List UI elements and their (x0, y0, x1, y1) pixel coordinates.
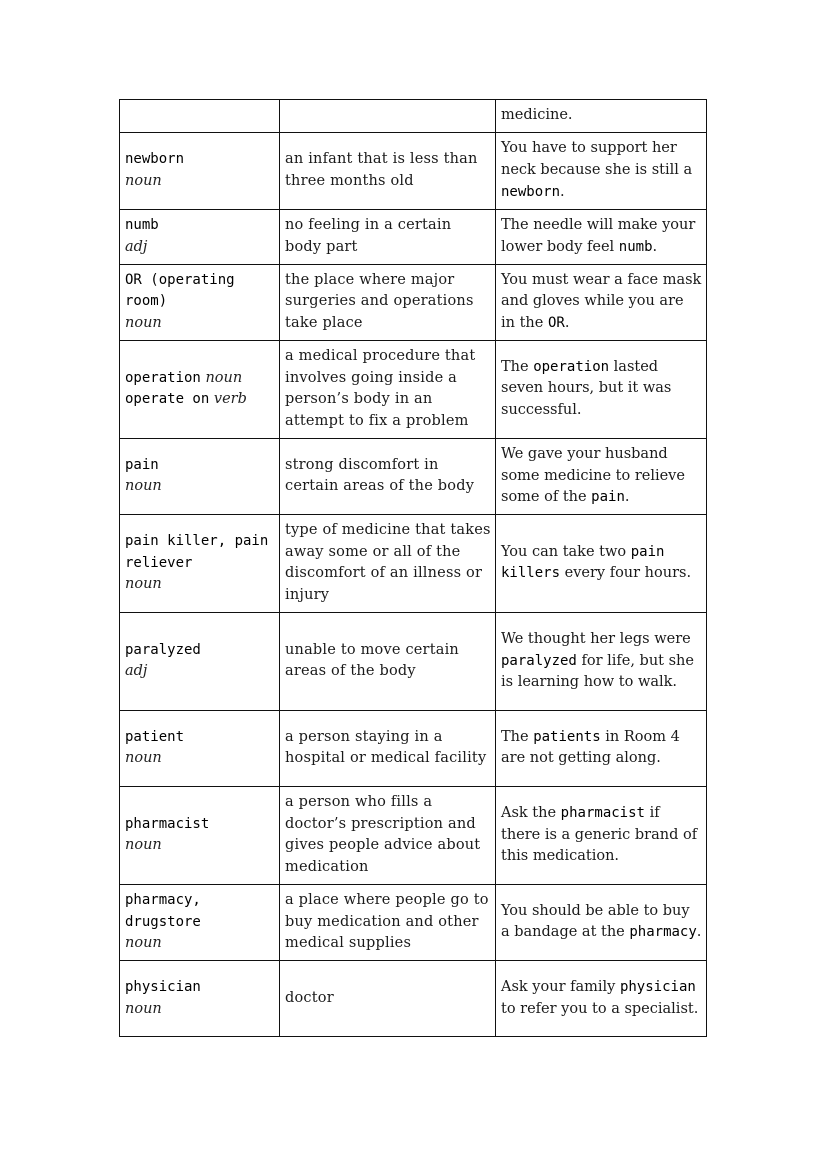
vocabulary-table (119, 99, 707, 1037)
term: physician (125, 978, 201, 995)
definition-cell: a person staying in a hospital or medical facility (280, 710, 496, 786)
example-text: The needle will make your lower body feel (501, 217, 696, 255)
term-cell (120, 209, 280, 264)
part-of-speech: adj (125, 663, 148, 680)
definition-cell: an infant that is less than three months old (280, 132, 496, 209)
definition-cell: strong discomfort in certain areas of the body (280, 438, 496, 514)
table-row (120, 884, 707, 960)
example-term: paralyzed (501, 652, 577, 669)
example-text: You have to support her neck because she is still a (501, 140, 693, 178)
example-text: . (564, 315, 570, 332)
table-row (120, 209, 707, 264)
example-text: Ask the (501, 804, 561, 821)
table-row (120, 786, 707, 884)
term-cell (120, 264, 280, 340)
example-cell (496, 438, 707, 514)
example-text: The (501, 728, 534, 745)
example-text: . (696, 924, 702, 941)
term: newborn (125, 151, 185, 167)
term-cell (120, 100, 280, 133)
term-cell (120, 786, 280, 884)
example-text: . (652, 238, 658, 255)
example-cell (496, 961, 707, 1037)
term-cell (120, 961, 280, 1037)
term: pharmacist (125, 815, 210, 832)
example-cell (496, 884, 707, 960)
table-row (120, 710, 707, 786)
example-cell (496, 514, 707, 612)
term-cell (120, 132, 280, 209)
term-cell (120, 514, 280, 612)
example-term: physician (619, 978, 696, 995)
term-cell (120, 612, 280, 710)
part-of-speech: noun (125, 750, 162, 767)
example-cell (496, 209, 707, 264)
example-text: . (624, 489, 630, 506)
term: patient (125, 728, 185, 745)
part-of-speech: noun (125, 935, 162, 952)
definition-cell: the place where major surgeries and operations take place (280, 264, 496, 340)
example-text: . (560, 183, 565, 200)
example-cell (496, 132, 707, 209)
table-row (120, 961, 707, 1037)
part-of-speech: noun (125, 576, 162, 593)
definition-cell (280, 100, 496, 133)
definition-cell: doctor (280, 961, 496, 1037)
term-cell (120, 438, 280, 514)
example-text: lasted seven hours, but it was successful. (501, 358, 672, 419)
term-line (125, 389, 275, 411)
example-term: operation (533, 358, 610, 375)
example-text: You must wear a face mask and gloves while you are in the (501, 271, 702, 332)
term-cell (120, 710, 280, 786)
definition-cell: type of medicine that takes away some or all of the discomfort of an illness or injury (280, 514, 496, 612)
example-text: You can take two (501, 543, 631, 560)
example-text: to refer you to a specialist. (501, 1000, 699, 1017)
example-cell (496, 340, 707, 438)
term-line (125, 368, 275, 390)
example-term: patients (533, 728, 601, 745)
part-of-speech: noun (125, 315, 162, 332)
example-term: pain killers (501, 543, 665, 582)
example-term: numb (618, 238, 653, 255)
table-row (120, 340, 707, 438)
example-text: You should be able to buy a bandage at the (501, 902, 690, 941)
table-row (120, 264, 707, 340)
term: paralyzed (125, 641, 201, 658)
term: pain killer, pain reliever (125, 532, 269, 571)
definition-cell: a person who fills a doctor’s prescription and gives people advice about medication (280, 786, 496, 884)
definition-cell: no feeling in a certain body part (280, 209, 496, 264)
term: pain (125, 456, 159, 473)
table-row (120, 438, 707, 514)
term: pharmacy, drugstore (125, 891, 201, 930)
example-cell (496, 264, 707, 340)
part-of-speech: noun (125, 837, 162, 854)
example-term: pharmacy (629, 924, 697, 941)
table-row (120, 514, 707, 612)
example-text: The (501, 358, 534, 375)
example-text: medicine. (501, 107, 573, 123)
part-of-speech: noun (205, 369, 243, 386)
term-cell (120, 340, 280, 438)
example-text: in Room 4 are not getting along. (501, 728, 680, 767)
vocabulary-table-body (120, 100, 707, 1037)
example-text: Ask your family (501, 978, 620, 995)
example-text: if there is a generic brand of this medication. (501, 804, 698, 865)
example-cell (496, 100, 707, 133)
example-cell (496, 710, 707, 786)
part-of-speech: noun (125, 478, 162, 495)
example-term: newborn (501, 183, 561, 200)
example-text: for life, but she is learning how to walk. (501, 652, 694, 691)
definition-cell: a place where people go to buy medication and other medical supplies (280, 884, 496, 960)
example-text: We gave your husband some medicine to relieve some of the (501, 445, 685, 506)
definition-cell: a medical procedure that involves going inside a person’s body in an attempt to fix a problem (280, 340, 496, 438)
example-term: pharmacist (560, 804, 645, 821)
term: numb (125, 217, 159, 233)
table-row (120, 100, 707, 133)
example-term: pain (591, 489, 625, 506)
part-of-speech: noun (125, 172, 162, 189)
part-of-speech: adj (125, 238, 148, 255)
table-row (120, 612, 707, 710)
table-row (120, 132, 707, 209)
part-of-speech: verb (213, 391, 247, 408)
example-text: every four hours. (560, 565, 692, 582)
term: operate on (125, 391, 210, 408)
example-text: We thought her legs were (501, 630, 691, 647)
example-term: OR (547, 315, 565, 332)
term-cell (120, 884, 280, 960)
example-cell (496, 612, 707, 710)
part-of-speech: noun (125, 1000, 162, 1017)
term: operation (125, 369, 201, 386)
example-cell (496, 786, 707, 884)
definition-cell: unable to move certain areas of the body (280, 612, 496, 710)
term: OR (operating room) (125, 271, 235, 310)
